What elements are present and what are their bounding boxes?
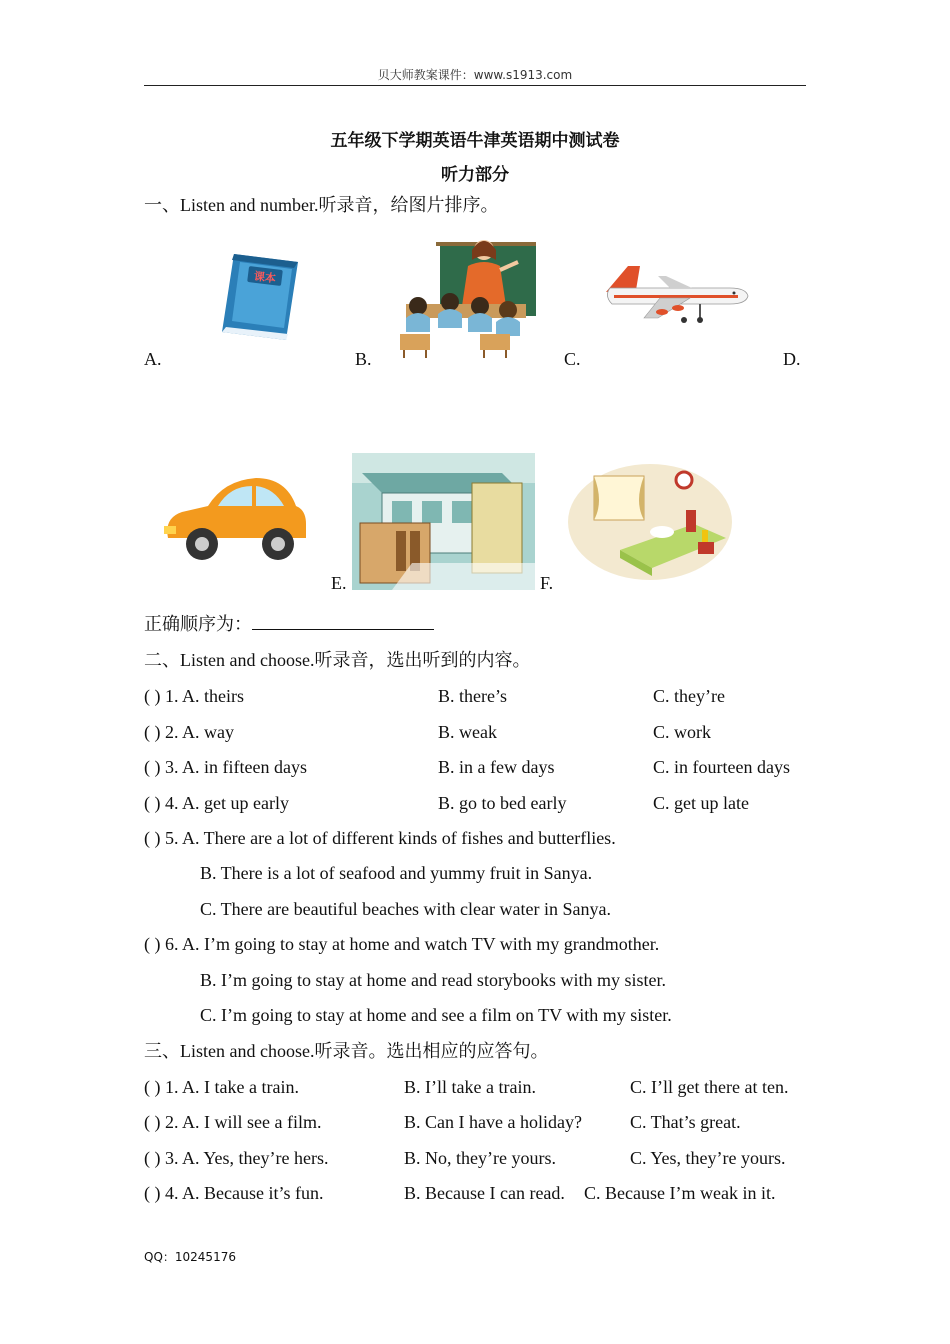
page-subtitle: 听力部分 — [441, 165, 509, 185]
textbook-picture — [214, 248, 304, 344]
car-picture — [160, 472, 312, 568]
s2-q3-b: B. in a few days — [438, 757, 555, 777]
bedroom-picture — [566, 458, 734, 582]
s2-q5-c: C. There are beautiful beaches with clear water in Sanya. — [200, 899, 611, 919]
s3-q4-b: B. Because I can read. — [404, 1183, 565, 1203]
section3-heading: 三、Listen and choose.听录音。选出相应的应答句。 — [144, 1041, 549, 1061]
s2-q3-c: C. in fourteen days — [653, 757, 790, 777]
order-prompt: 正确顺序为： — [144, 614, 252, 634]
label-a: A. — [144, 349, 162, 369]
classroom-picture — [396, 232, 538, 360]
s3-q2-b: B. Can I have a holiday? — [404, 1112, 582, 1132]
label-c: C. — [564, 349, 581, 369]
s2-q1-c: C. they’re — [653, 686, 725, 706]
order-blank[interactable] — [252, 613, 434, 630]
building-picture — [352, 453, 535, 590]
s3-q2-c: C. That’s great. — [630, 1112, 741, 1132]
s3-q3-a: ( ) 3. A. Yes, they’re hers. — [144, 1148, 329, 1168]
header-rule — [144, 85, 806, 86]
s2-q4-a: ( ) 4. A. get up early — [144, 793, 289, 813]
s2-q6-a: ( ) 6. A. I’m going to stay at home and watch TV with my grandmother. — [144, 934, 660, 954]
label-d: D. — [783, 349, 801, 369]
section2-heading: 二、Listen and choose.听录音，选出听到的内容。 — [144, 650, 531, 670]
s2-q4-c: C. get up late — [653, 793, 749, 813]
airplane-picture — [600, 262, 750, 326]
order-answer-line — [144, 613, 434, 635]
s3-q3-b: B. No, they’re yours. — [404, 1148, 556, 1168]
s2-q5-a: ( ) 5. A. There are a lot of different kinds of fishes and butterflies. — [144, 828, 616, 848]
s2-q1-b: B. there’s — [438, 686, 507, 706]
s3-q4-c: C. Because I’m weak in it. — [584, 1183, 776, 1203]
s2-q2-b: B. weak — [438, 722, 497, 742]
s3-q3-c: C. Yes, they’re yours. — [630, 1148, 786, 1168]
s2-q6-b: B. I’m going to stay at home and read storybooks with my sister. — [200, 970, 666, 990]
s3-q2-a: ( ) 2. A. I will see a film. — [144, 1112, 322, 1132]
s2-q3-a: ( ) 3. A. in fifteen days — [144, 757, 307, 777]
s2-q2-c: C. work — [653, 722, 711, 742]
s2-q5-b: B. There is a lot of seafood and yummy fruit in Sanya. — [200, 863, 593, 883]
s2-q6-c: C. I’m going to stay at home and see a film on TV with my sister. — [200, 1005, 672, 1025]
textbook-cover-text: 课本 — [253, 269, 277, 286]
s2-q4-b: B. go to bed early — [438, 793, 567, 813]
s3-q1-a: ( ) 1. A. I take a train. — [144, 1077, 299, 1097]
s2-q1-a: ( ) 1. A. theirs — [144, 686, 244, 706]
label-b: B. — [355, 349, 372, 369]
page-footer: QQ：10245176 — [144, 1250, 236, 1264]
s3-q1-c: C. I’ll get there at ten. — [630, 1077, 789, 1097]
page-header: 贝大师教案课件：www.s1913.com — [377, 68, 573, 82]
label-f: F. — [540, 573, 554, 593]
s3-q1-b: B. I’ll take a train. — [404, 1077, 536, 1097]
s2-q2-a: ( ) 2. A. way — [144, 722, 234, 742]
label-e: E. — [331, 573, 347, 593]
section1-heading: 一、Listen and number.听录音，给图片排序。 — [144, 195, 499, 215]
page-title: 五年级下学期英语牛津英语期中测试卷 — [330, 131, 620, 151]
s3-q4-a: ( ) 4. A. Because it’s fun. — [144, 1183, 324, 1203]
